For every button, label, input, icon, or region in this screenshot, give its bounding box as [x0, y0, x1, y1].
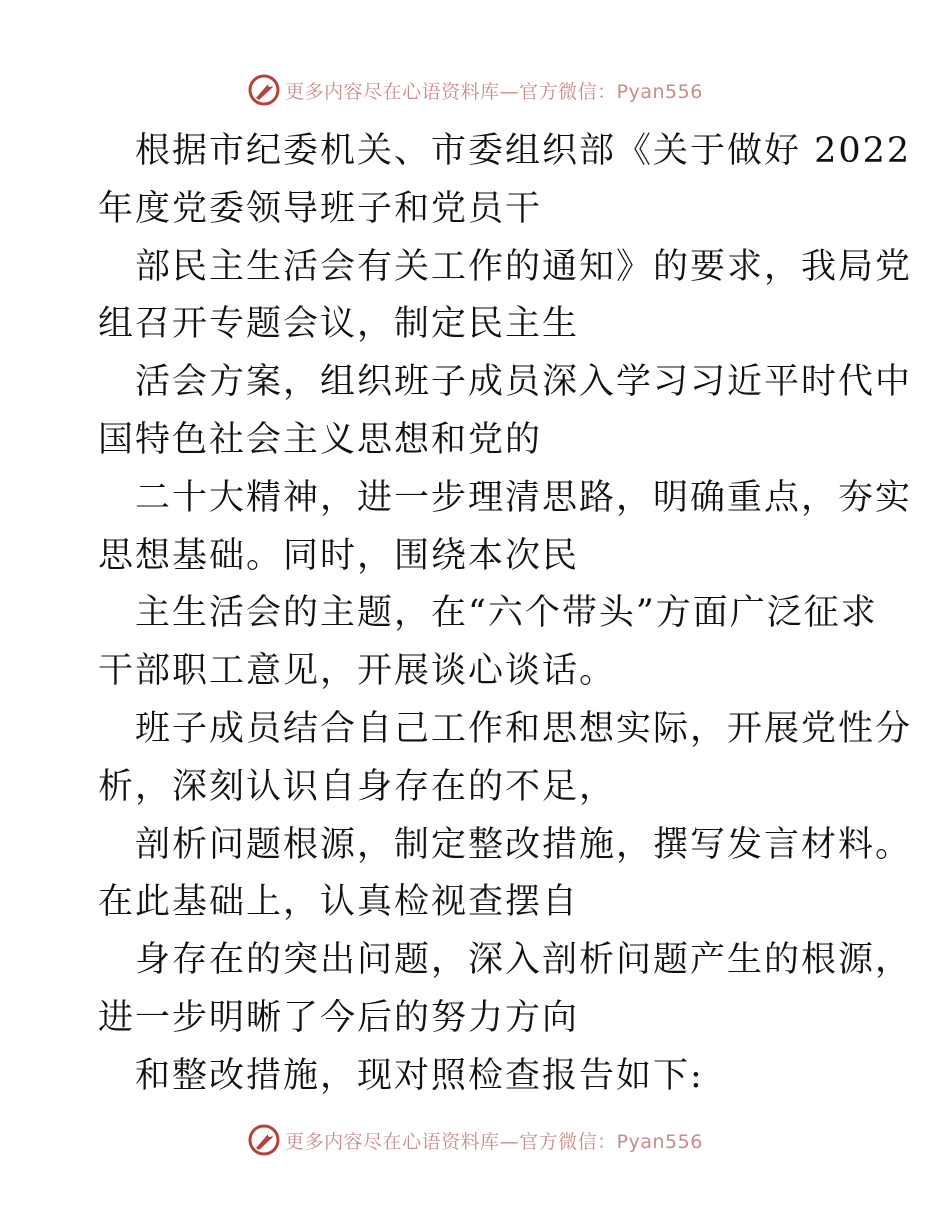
pen-nib-circle-icon	[247, 73, 281, 107]
paragraph-line: 身存在的突出问题，深入剖析问题产生的根源，	[135, 940, 913, 981]
document-body	[98, 123, 913, 1106]
paragraph-line: 年度党委领导班子和党员干	[98, 188, 543, 229]
watermark-text: 更多内容尽在心语资料库—官方微信：Pyan556	[285, 1130, 703, 1153]
paragraph-line: 思想基础。同时，围绕本次民	[98, 535, 580, 576]
paragraph-line: 干部职工意见，开展谈心谈话。	[98, 651, 617, 692]
watermark-text: 更多内容尽在心语资料库—官方微信：Pyan556	[285, 80, 703, 103]
paragraph-line: 国特色社会主义思想和党的	[98, 419, 543, 460]
watermark-footer	[0, 1120, 950, 1160]
paragraph-line: 二十大精神，进一步理清思路，明确重点，夯实	[135, 477, 913, 518]
paragraph-line: 组召开专题会议，制定民主生	[98, 304, 580, 345]
paragraph-line: 活会方案，组织班子成员深入学习习近平时代中	[135, 362, 913, 403]
paragraph-line: 剖析问题根源，制定整改措施，撰写发言材料。	[135, 824, 913, 865]
pen-nib-circle-icon	[247, 1123, 281, 1157]
paragraph-line: 析，深刻认识自身存在的不足，	[98, 766, 617, 807]
paragraph-line: 部民主生活会有关工作的通知》的要求，我局党	[135, 246, 913, 287]
watermark-header	[0, 70, 950, 110]
paragraph-line: 和整改措施，现对照检查报告如下:	[135, 1055, 704, 1096]
paragraph-line: 班子成员结合自己工作和思想实际，开展党性分	[135, 708, 913, 749]
paragraph-line: 在此基础上，认真检视查摆自	[98, 882, 580, 923]
paragraph-line: 根据市纪委机关、市委组织部《关于做好 2022	[135, 131, 912, 171]
paragraph-line: 主生活会的主题，在“六个带头”方面广泛征求	[135, 593, 878, 634]
paragraph-line: 进一步明晰了今后的努力方向	[98, 997, 580, 1038]
